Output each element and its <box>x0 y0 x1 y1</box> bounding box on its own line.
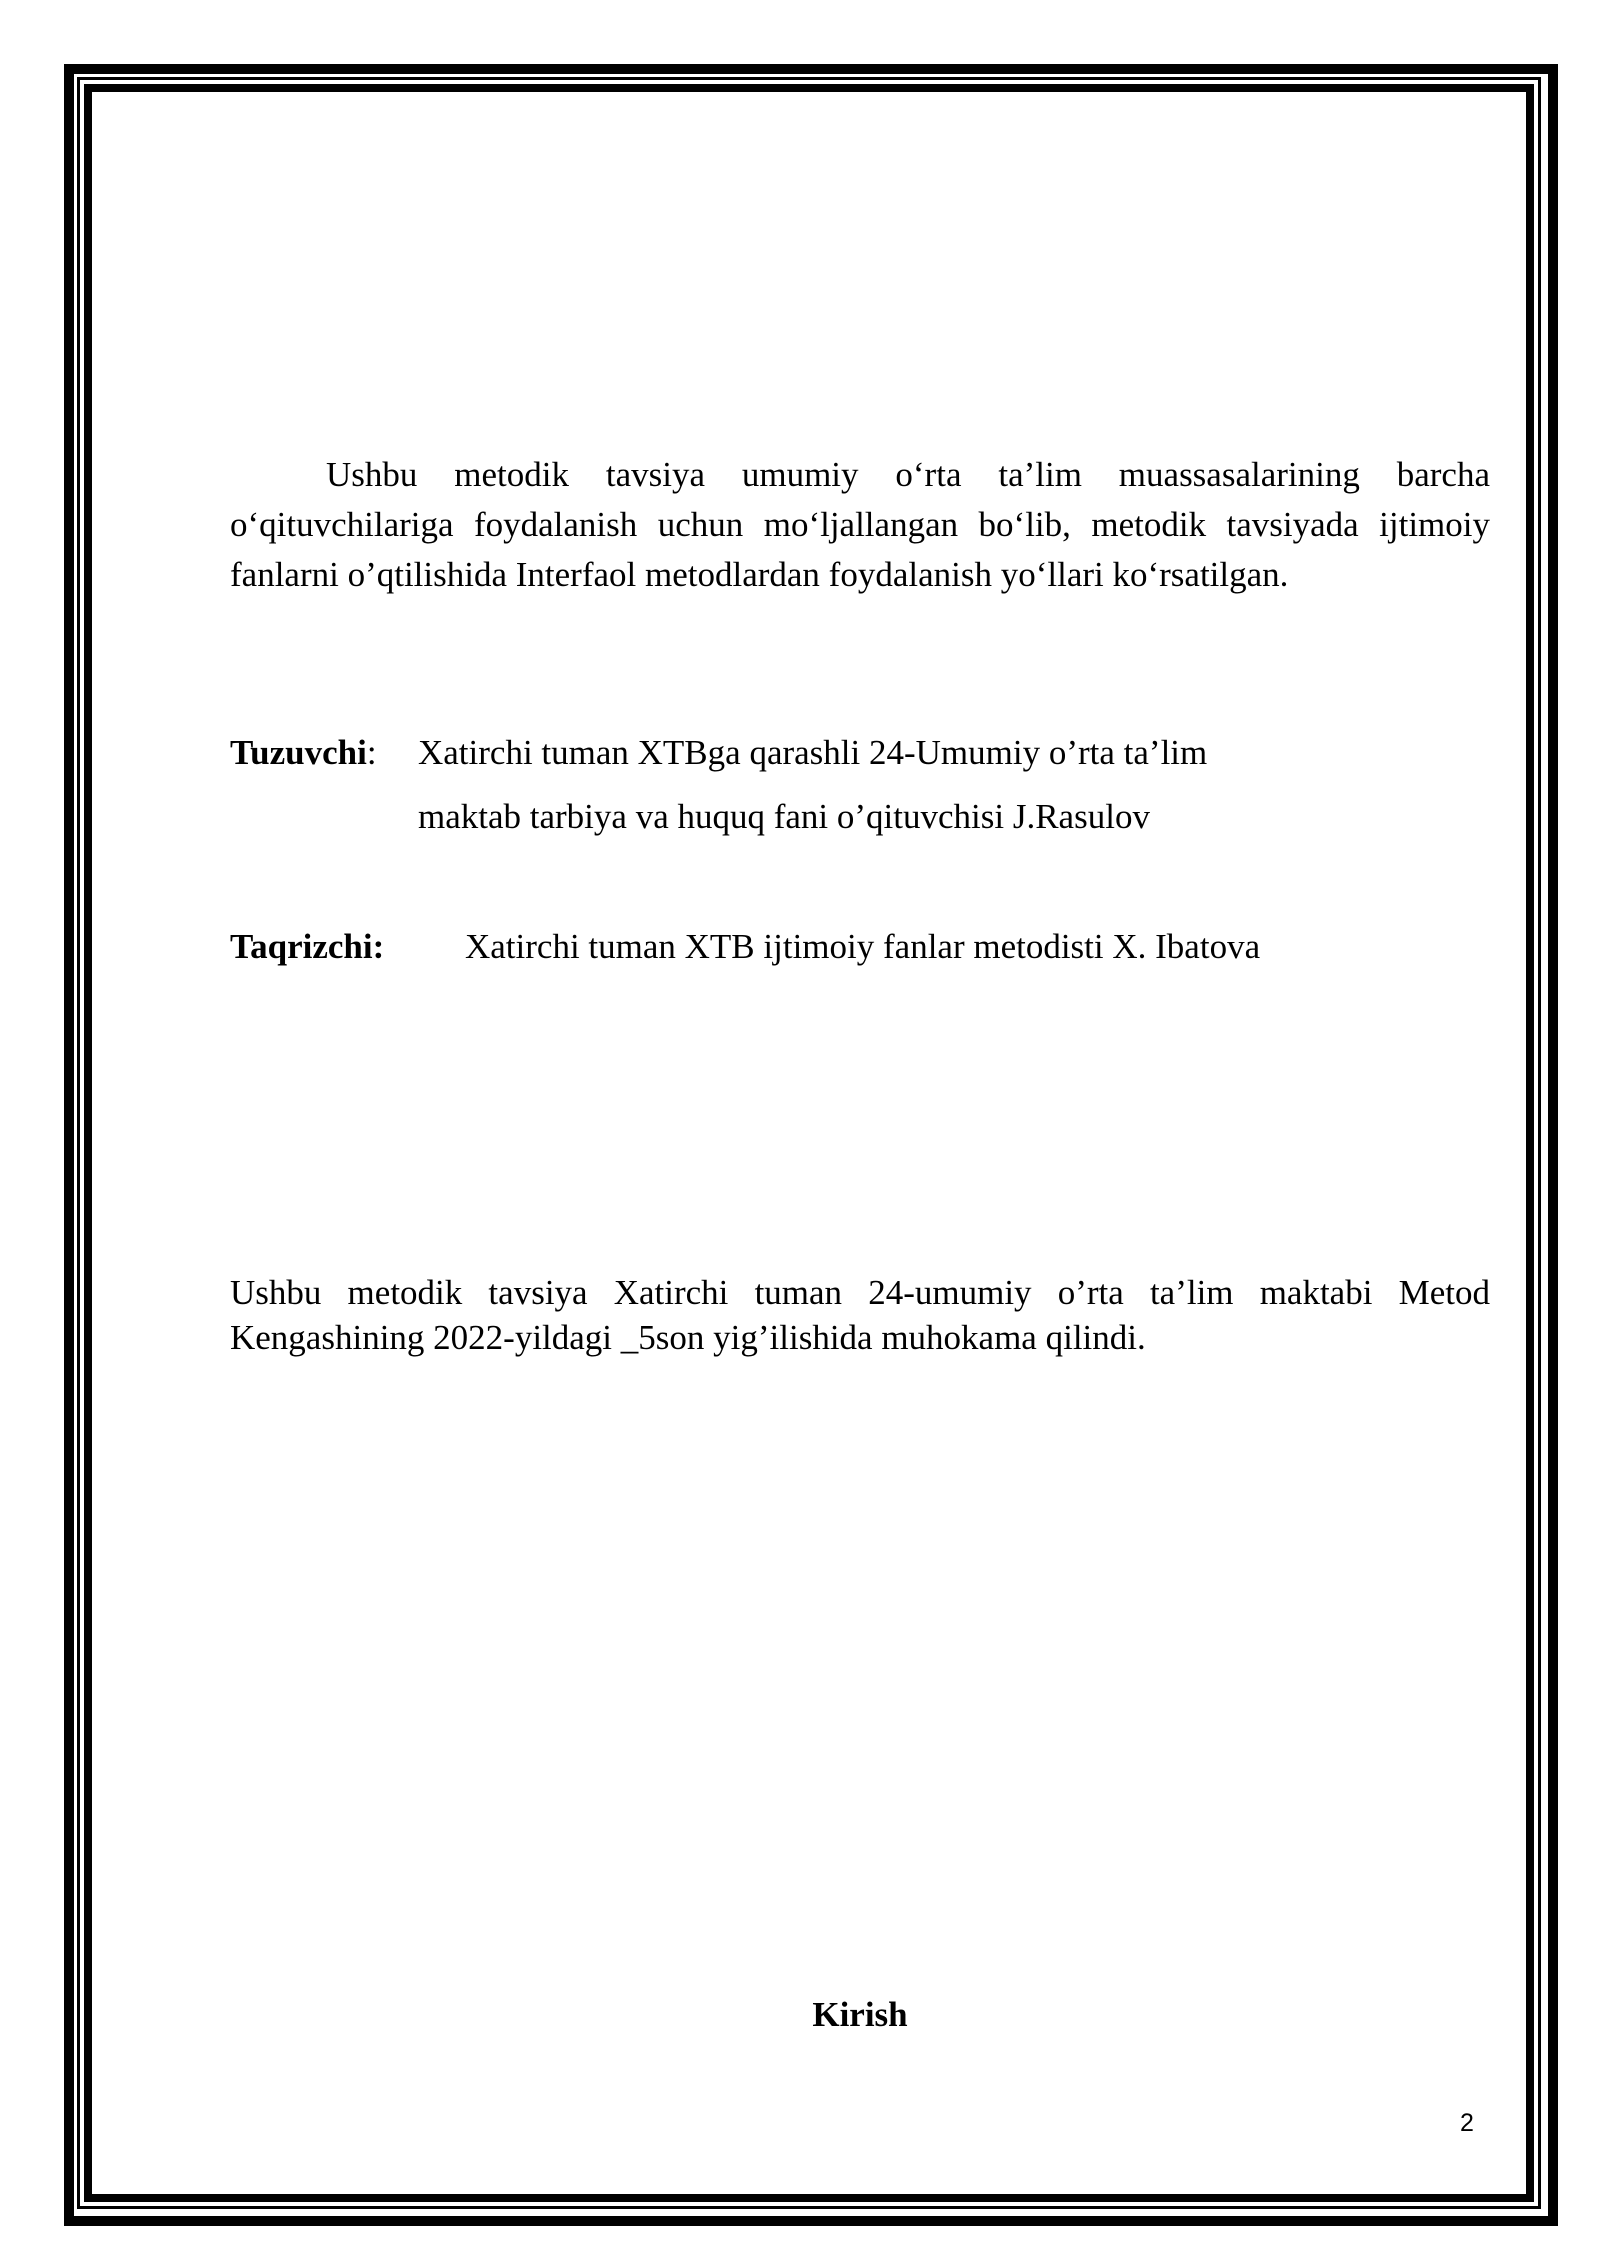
section-heading: Kirish <box>812 1995 908 2034</box>
page-border-inner <box>84 84 1534 2202</box>
reviewer-label: Taqrizchi: <box>230 927 385 966</box>
compiler-colon: : <box>366 733 377 772</box>
compiler-label: Tuzuvchi <box>230 733 367 772</box>
intro-paragraph: Ushbu metodik tavsiya umumiy o‘rta ta’lim muassasalarining barcha o‘qituvchilariga foydalanish uchun mo‘ljallangan bo‘lib, metodik tavsiyada ijtimoiy fanlarni o’qtilishida Interfaol metodlardan foydalanish yo‘llari ko‘rsatilgan. <box>230 455 1490 594</box>
compiler-line-1: Xatirchi tuman XTBga qarashli 24-Umumiy o’rta ta’lim <box>418 733 1208 772</box>
compiler-line-2: maktab tarbiya va huquq fani o’qituvchisi J.Rasulov <box>418 797 1150 836</box>
page-number: 2 <box>1460 2109 1474 2137</box>
approval-paragraph: Ushbu metodik tavsiya Xatirchi tuman 24-umumiy o’rta ta’lim maktabi Metod Kengashining 2022-yildagi _5son yig’ilishida muhokama qilindi. <box>230 1273 1490 1357</box>
reviewer-value: Xatirchi tuman XTB ijtimoiy fanlar metodisti X. Ibatova <box>465 927 1261 966</box>
compiler-label-row <box>230 728 377 778</box>
reviewer-label-row <box>230 922 384 972</box>
